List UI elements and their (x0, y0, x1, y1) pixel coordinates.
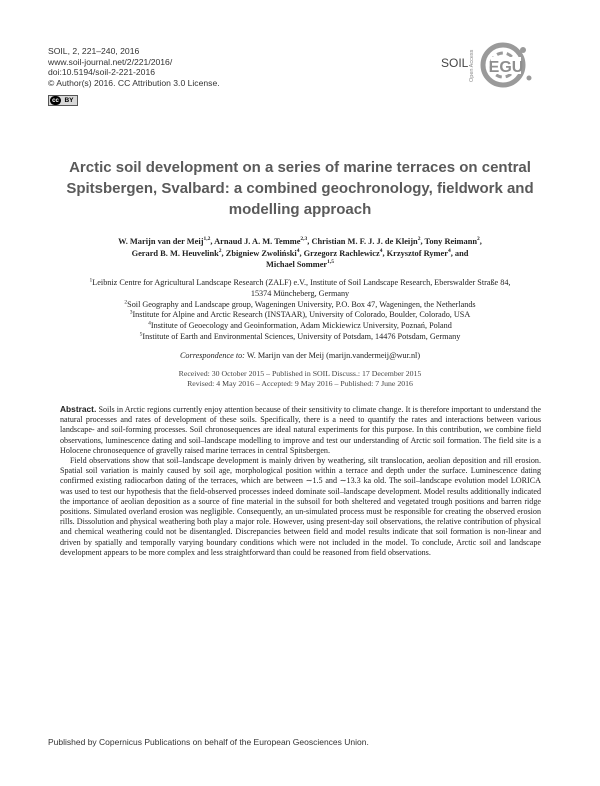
authors-and: and (454, 248, 469, 258)
affiliation-list (80, 278, 520, 343)
publication-dates (60, 369, 540, 390)
dates-revised: Revised: 4 May 2016 – Accepted: 9 May 2016 – Published: 7 June 2016 (187, 379, 413, 389)
affiliation: $^5$Institute of Earth and Environmental Sciences, University of Potsdam, 14476 Potsdam, Germany (139, 331, 461, 341)
journal-brand (441, 36, 561, 96)
correspondence-email[interactable]: W. Marijn van der Meij (marijn.vandermeij@wur.nl) (246, 351, 421, 360)
citation-license: © Author(s) 2016. CC Attribution 3.0 License. (48, 77, 220, 88)
cc-license-badge[interactable] (48, 95, 78, 106)
author: Tony Reimann$^2$, (424, 236, 482, 246)
affiliation: $^3$Institute for Alpine and Arctic Research (INSTAAR), University of Colorado, Boulder, Colorado, USA (129, 309, 471, 320)
author: Gerard B. M. Heuvelink$^2$, (131, 247, 226, 258)
cc-by-label: BY (64, 97, 74, 104)
dates-received: Received: 30 October 2015 – Published in SOIL Discuss.: 17 December 2015 (178, 369, 422, 378)
publisher-footer: Published by Copernicus Publications on behalf of the European Geosciences Union. (48, 737, 369, 747)
author: Grzegorz Rachlewicz$^4$, (303, 247, 387, 258)
affiliation: $^4$Institute of Geoecology and Geoinformation, Adam Mickiewicz University, Poznań, Poland (148, 320, 452, 331)
author: Zbigniew Zwoliński$^4$, (225, 247, 304, 258)
open-access-label: Open Access (469, 49, 475, 83)
author-list (70, 236, 530, 271)
affiliation: $^2$Soil Geography and Landscape group, Wageningen University, P.O. Box 47, Wageningen, the Netherlands (124, 298, 476, 309)
author: Michael Sommer$^{1,5}$ (265, 259, 335, 270)
journal-name: SOIL (441, 56, 469, 70)
abstract-heading: Abstract. (60, 404, 97, 414)
egu-logo-icon (479, 40, 541, 90)
author: Arnaud J. A. M. Temme$^{2,3}$, (214, 236, 312, 246)
author: W. Marijn van der Meij$^{1,2}$, (118, 236, 215, 246)
citation-block (48, 46, 220, 88)
correspondence-label: Correspondence to: (179, 351, 245, 360)
citation-doi[interactable]: doi:10.5194/soil-2-221-2016 (48, 67, 156, 78)
abstract-paragraph-2: Field observations show that soil–landscape development is mainly driven by weathering, silt translocation, aeolian deposition and rill erosion. Spatial soil variation is mainly caused by soil age, morphological position within a terrace and depth under the surface. Luminescence dating confirmed existing radiocarbon dating of the terraces, which are between ∼1.5 and ∼13.3 ka old. The soil–landscape evolution model LORICA was used to test our hypothesis that the field-observed processes indeed dominate soil–landscape development. Model results additionally indicated the importance of aeolian deposition as a source of fine material in the subsoil for both sheltered and vegetated trough positions and barren ridge positions. Simulated overland erosion was negligible. Consequently, an un-simulated process must be responsible for creating the observed erosion rills. Dissolution and physical weathering both play a major role. However, using present-day soil observations, the relative contribution of physical and chemical weathering could not be disentangled. Discrepancies between field and model results indicate that soil formation is non-linear and driven by spatially and temporally varying boundary conditions which were not included in the model. To conclude, Arctic soil and landscape development appears to be more complex and less straightforward than could be reasoned from field observations. (60, 456, 541, 557)
abstract-paragraph-1: Abstract. Soils in Arctic regions currently enjoy attention because of their sensitivity to climate change. It is therefore important to understand the natural processes and rates of development of these soils. Specifically, there is a need to quantify the rates and interactions between various landscape- and soil-forming processes. Soil chronosequences are ideal natural experiments for this purpose. In this contribution, we combine field observations, luminescence dating and soil–landscape modelling to improve and test our understanding of Arctic soil formation. The field site is a Holocene chronosequence of gravelly raised marine terraces in central Spitsbergen. (60, 404, 541, 455)
correspondence (60, 351, 540, 360)
citation-journal-line: SOIL, 2, 221–240, 2016 (48, 46, 140, 56)
citation-url[interactable]: www.soil-journal.net/2/221/2016/ (48, 56, 173, 67)
author: Christian M. F. J. J. de Kleijn$^2$, (311, 236, 425, 246)
affiliation: $^1$Leibniz Centre for Agricultural Landscape Research (ZALF) e.V., Institute of Soil Landscape Research, Eberswalder Straße 84, 15374 Müncheberg, Germany (89, 277, 511, 298)
paper-title: Arctic soil development on a series of marine terraces on central Spitsbergen, Svalbard: a combined geochronology, fieldwork and modelling approach (66, 159, 534, 218)
author: Krzysztof Rymer$^4$, (386, 247, 455, 258)
abstract (60, 404, 541, 558)
egu-logo-text: EGU (488, 59, 524, 76)
cc-icon: cc (50, 96, 61, 105)
